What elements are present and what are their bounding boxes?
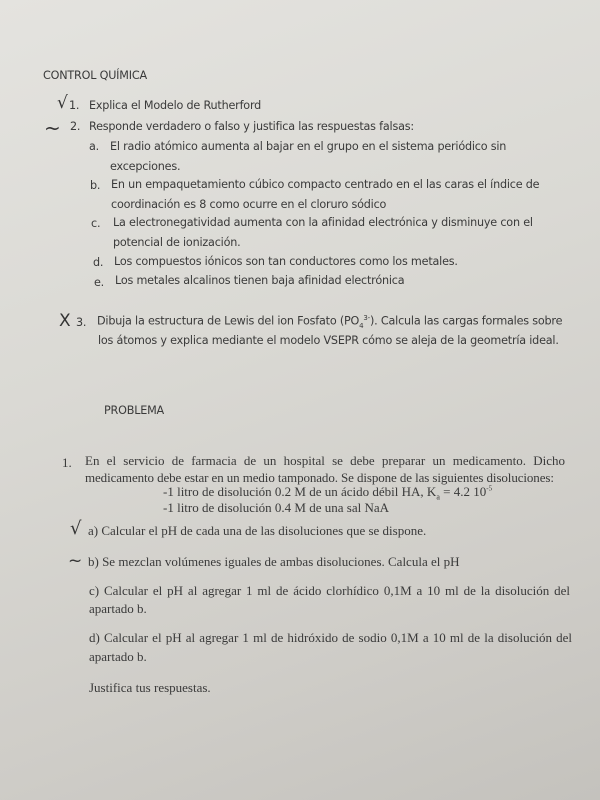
question-number: 3. (76, 316, 87, 329)
cross-mark-icon: X (59, 311, 71, 331)
problem-text: medicamento debe estar en un medio tamponado. Se dispone de las siguientes disoluciones: (85, 470, 554, 485)
text-segment: -1 litro de disolución 0.2 M de un ácido débil HA, K (163, 484, 437, 499)
check-mark-icon: √ (57, 93, 68, 113)
subscript: a (436, 492, 440, 502)
item-label: a. (89, 140, 100, 153)
item-text: En un empaquetamiento cúbico compacto centrado en el las caras el índice de (111, 178, 540, 191)
part-text: a) Calcular el pH de cada una de las disoluciones que se dispone. (88, 523, 427, 538)
item-text: coordinación es 8 como ocurre en el cloruro sódico (111, 198, 387, 211)
item-text: Los metales alcalinos tienen baja afinidad electrónica (115, 274, 405, 287)
item-label: c. (91, 217, 101, 230)
item-text: La electronegatividad aumenta con la afinidad electrónica y disminuye con el (113, 216, 533, 229)
question-number: 2. (70, 120, 81, 133)
question-text (97, 314, 562, 330)
item-text: potencial de ionización. (113, 236, 241, 249)
question-number: 1. (69, 99, 80, 112)
item-text: Los compuestos iónicos son tan conductores como los metales. (114, 255, 458, 268)
tilde-mark-icon: ~ (68, 551, 83, 571)
item-label: d. (93, 256, 104, 269)
solution-line: -1 litro de disolución 0.4 M de una sal NaA (163, 500, 390, 515)
item-label: e. (94, 276, 105, 289)
problem-heading: PROBLEMA (104, 404, 165, 417)
part-text: d) Calcular el pH al agregar 1 ml de hidróxido de sodio 0,1M a 10 ml de la disolución del (89, 630, 572, 645)
text-segment: = 4.2 10 (439, 484, 487, 499)
part-text: b) Se mezclan volúmenes iguales de ambas disoluciones. Calcula el pH (88, 554, 460, 569)
closing-text: Justifica tus respuestas. (89, 680, 211, 695)
problem-number: 1. (62, 455, 72, 470)
check-mark-icon: √ (70, 518, 82, 539)
problem-text: En el servicio de farmacia de un hospital se debe preparar un medicamento. Dicho (85, 453, 565, 468)
question-text: los átomos y explica mediante el modelo VSEPR cómo se aleja de la geometría ideal. (98, 334, 559, 347)
superscript: -5 (486, 484, 493, 493)
part-text: apartado b. (89, 649, 147, 664)
subscript: 4 (359, 321, 364, 330)
solution-line (163, 484, 492, 502)
item-text: El radio atómico aumenta al bajar en el grupo en el sistema periódico sin (110, 140, 507, 153)
question-text: Explica el Modelo de Rutherford (89, 99, 262, 112)
text-segment: ). Calcula las cargas formales sobre (370, 314, 563, 328)
exam-title: CONTROL QUÍMICA (43, 69, 147, 82)
tilde-mark-icon: ~ (44, 116, 61, 140)
item-label: b. (90, 179, 101, 192)
question-text: Responde verdadero o falso y justifica las respuestas falsas: (89, 120, 414, 133)
part-text: c) Calcular el pH al agregar 1 ml de ácido clorhídico 0,1M a 10 ml de la disolución del (89, 583, 570, 598)
superscript: 3- (363, 314, 371, 322)
part-text: apartado b. (89, 601, 147, 616)
text-segment: Dibuja la estructura de Lewis del ion Fosfato (PO (97, 314, 360, 328)
item-text: excepciones. (110, 160, 181, 173)
